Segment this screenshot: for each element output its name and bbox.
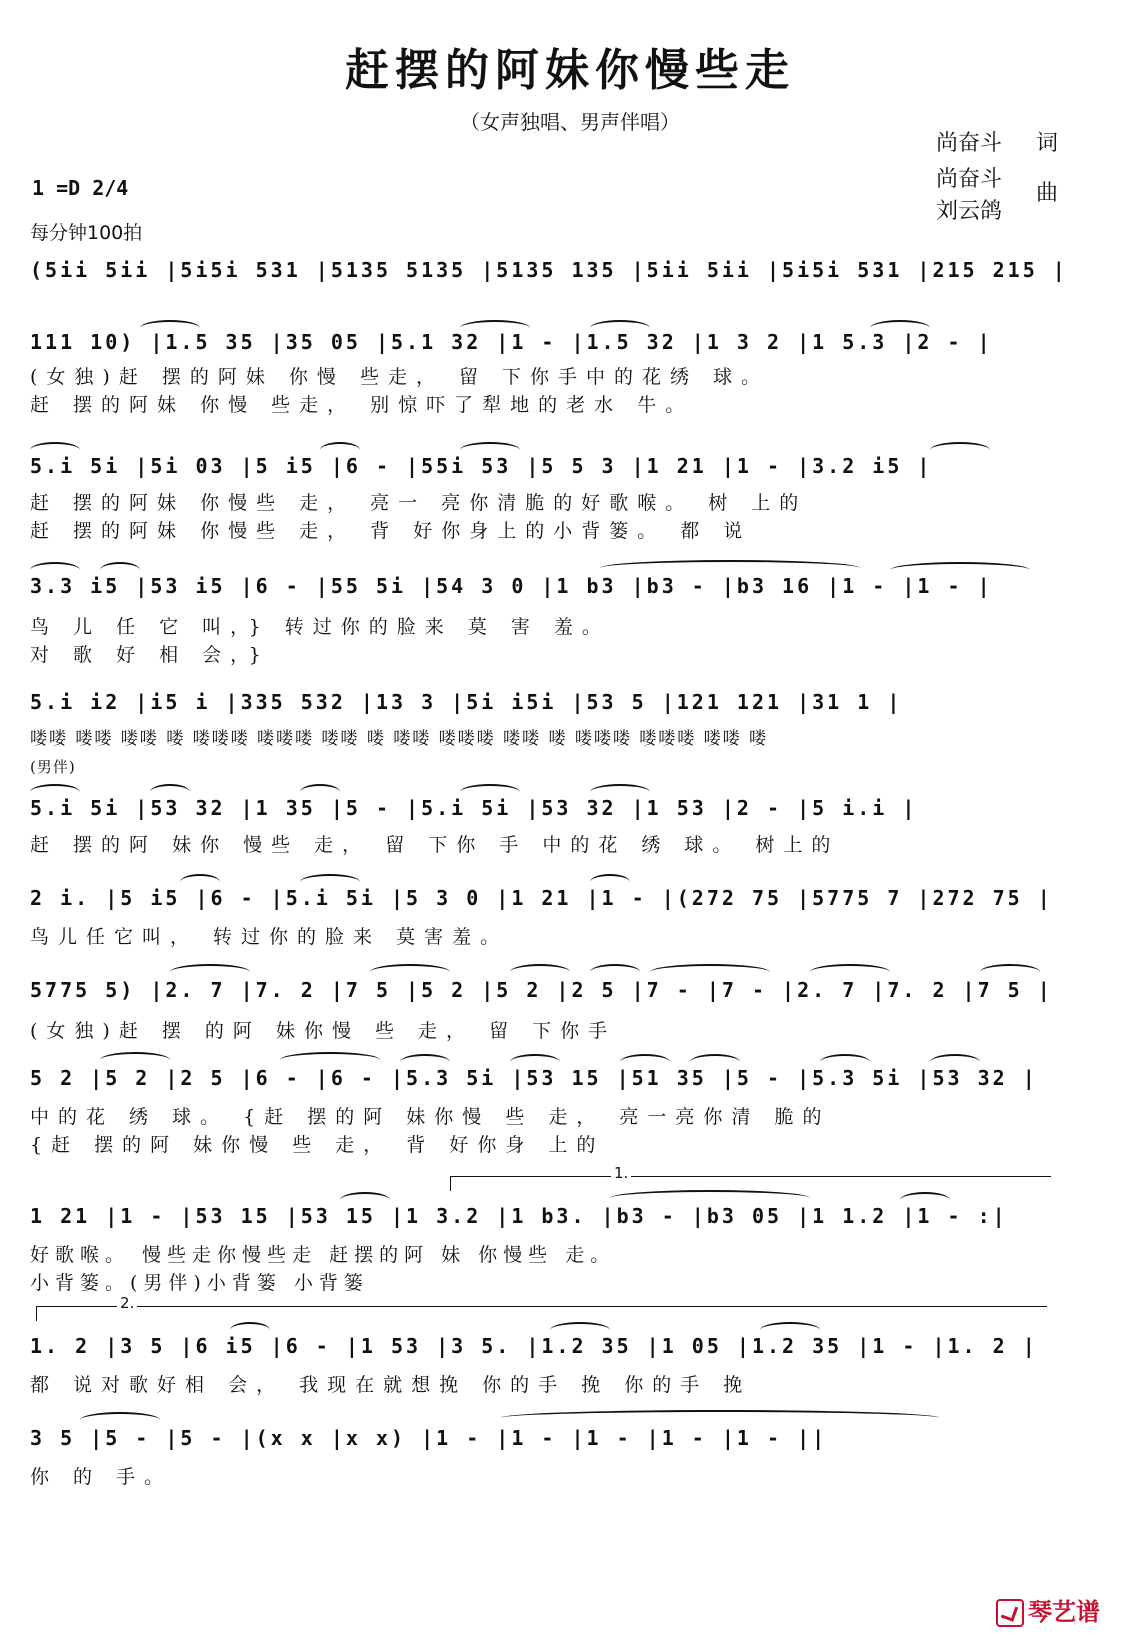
notation-line: 1. 2 |3 5 |6 i5 |6 - |1 53 |3 5. |1.2 35 |1 05 |1.2 35 |1 - |1. 2 | <box>30 1334 1038 1358</box>
site-logo-text: 琴艺谱 <box>1028 1598 1100 1626</box>
lyric-line: 都 说对歌好相 会， 我现在就想挽 你的手 挽 你的手 挽 <box>30 1374 752 1396</box>
first-ending-bracket <box>450 1164 1051 1191</box>
second-ending-bracket <box>36 1294 1047 1321</box>
notation-line: (5ii 5ii |5i5i 531 |5135 5135 |5135 135 |5ii 5ii |5i5i 531 |215 215 | <box>30 258 1068 282</box>
lyric-verse-2: {赶 摆的阿 妹你慢 些 走， 背 好你身 上的 <box>30 1134 605 1156</box>
lyric-verse-1: 赶 摆的阿妹 你慢些 走， 亮一 亮你清脆的好歌喉。 树 上的 <box>30 492 808 514</box>
song-title: 赶摆的阿妹你慢些走 <box>345 45 795 96</box>
notation-line: 1 21 |1 - |53 15 |53 15 |1 3.2 |1 b3. |b3 - |b3 05 |1 1.2 |1 - :| <box>30 1204 1008 1228</box>
lyric-verse-2: 赶 摆的阿妹 你慢些 走， 背 好你身上的小背篓。 都 说 <box>30 520 752 542</box>
notation-line: 2 i. |5 i5 |6 - |5.i 5i |5 3 0 |1 21 |1 - |(272 75 |5775 7 |272 75 | <box>30 886 1053 910</box>
notation-line: 5775 5) |2. 7 |7. 2 |7 5 |5 2 |5 2 |2 5 |7 - |7 - |2. 7 |7. 2 |7 5 | <box>30 978 1053 1002</box>
composer-role: 曲 <box>1036 181 1059 206</box>
song-subtitle: （女声独唱、男声伴唱） <box>460 110 680 134</box>
site-logo <box>996 1592 1100 1627</box>
lyric-verse-2: 赶 摆的阿妹 你慢 些走， 别惊吓了犁地的老水 牛。 <box>30 394 694 416</box>
tempo-marking: 每分钟100拍 <box>30 222 143 244</box>
first-ending-label: 1. <box>611 1164 631 1182</box>
notation-line: 3 5 |5 - |5 - |(x x |x x) |1 - |1 - |1 - |1 - |1 - || <box>30 1426 828 1450</box>
notation-line: 111 10) |1.5 35 |35 05 |5.1 32 |1 - |1.5 32 |1 3 2 |1 5.3 |2 - | <box>30 330 993 354</box>
male-backing-label: (男伴) <box>30 758 76 776</box>
second-ending-label: 2. <box>117 1294 137 1312</box>
key-signature: 1 =D 2/4 <box>32 176 129 200</box>
lyric-verse-2: 对 歌 好 相 会，} <box>30 644 270 666</box>
composer-name-1: 尚奋斗 <box>936 167 1003 192</box>
notation-line: 5.i 5i |53 32 |1 35 |5 - |5.i 5i |53 32 |1 53 |2 - |5 i.i | <box>30 796 918 820</box>
lyricist-name: 尚奋斗 <box>936 131 1003 156</box>
notation-line: 3.3 i5 |53 i5 |6 - |55 5i |54 3 0 |1 b3 |b3 - |b3 16 |1 - |1 - | <box>30 574 993 598</box>
lyric-verse-1: (女独)赶 摆的阿妹 你慢 些走， 留 下你手中的花绣 球。 <box>30 366 770 388</box>
notation-line: 5 2 |5 2 |2 5 |6 - |6 - |5.3 5i |53 15 |51 35 |5 - |5.3 5i |53 32 | <box>30 1066 1038 1090</box>
lyric-line: (女独)赶 摆 的阿 妹你慢 些 走， 留 下你手 <box>30 1020 617 1042</box>
lyricist-role: 词 <box>1036 131 1059 156</box>
composer-name-2: 刘云鸽 <box>936 199 1003 224</box>
backing-vocal-line: 喽喽 喽喽 喽喽 喽 喽喽喽 喽喽喽 喽喽 喽 喽喽 喽喽喽 喽喽 喽 喽喽喽 喽喽喽 喽喽 喽 <box>30 729 769 749</box>
notation-line: 5.i 5i |5i 03 |5 i5 |6 - |55i 53 |5 5 3 |1 21 |1 - |3.2 i5 | <box>30 454 933 478</box>
lyric-line: 赶 摆的阿 妹你 慢些 走， 留 下你 手 中的花 绣 球。 树上的 <box>30 834 840 856</box>
lyric-verse-1: 好歌喉。 慢些走你慢些走 赶摆的阿 妹 你慢些 走。 <box>30 1244 616 1266</box>
lyric-verse-1: 鸟 儿 任 它 叫，} 转过你的脸来 莫 害 羞。 <box>30 616 610 638</box>
lyric-verse-2: 小背篓。(男伴)小背篓 小背篓 <box>30 1272 369 1294</box>
music-logo-icon <box>996 1599 1024 1627</box>
lyric-line: 鸟儿任它叫， 转过你的脸来 莫害羞。 <box>30 926 509 948</box>
lyric-line: 你 的 手。 <box>30 1466 173 1488</box>
notation-line: 5.i i2 |i5 i |335 532 |13 3 |5i i5i |53 5 |121 121 |31 1 | <box>30 690 903 714</box>
lyric-verse-1: 中的花 绣 球。 {赶 摆的阿 妹你慢 些 走， 亮一亮你清 脆的 <box>30 1106 831 1128</box>
